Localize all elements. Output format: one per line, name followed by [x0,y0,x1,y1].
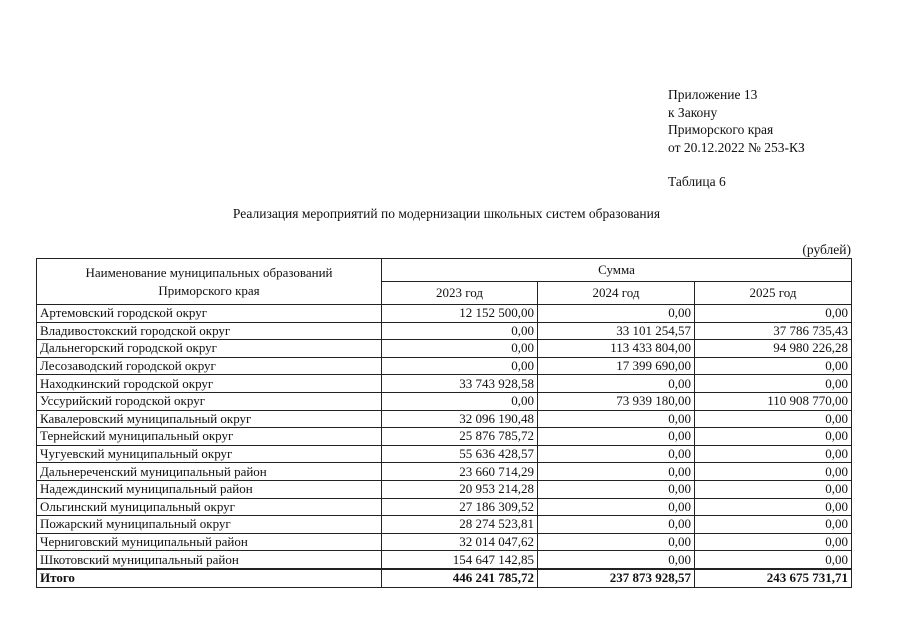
header-sum: Сумма [382,259,852,282]
municipality-name: Кавалеровский муниципальный округ [37,410,382,428]
amount-2024: 17 399 690,00 [538,357,695,375]
amount-2025: 0,00 [695,357,852,375]
municipality-name: Черниговский муниципальный район [37,533,382,551]
amount-2024: 33 101 254,57 [538,322,695,340]
amount-2025: 110 908 770,00 [695,392,852,410]
total-2024: 237 873 928,57 [538,569,695,587]
table-row [37,428,852,446]
appendix-line: от 20.12.2022 № 253-КЗ [668,139,805,155]
amount-2025: 0,00 [695,533,852,551]
amount-2023: 55 636 428,57 [382,445,538,463]
appendix-block [668,86,805,156]
amount-2023: 23 660 714,29 [382,463,538,481]
municipality-name: Шкотовский муниципальный район [37,551,382,569]
amount-2024: 0,00 [538,551,695,569]
amount-2023: 33 743 928,58 [382,375,538,393]
table-row [37,375,852,393]
amount-2024: 0,00 [538,533,695,551]
amount-2023: 28 274 523,81 [382,516,538,534]
table-row [37,551,852,569]
amount-2024: 0,00 [538,305,695,323]
amount-2024: 113 433 804,00 [538,340,695,358]
amount-2023: 0,00 [382,322,538,340]
table-row [37,322,852,340]
table-row [37,392,852,410]
amount-2025: 37 786 735,43 [695,322,852,340]
amount-2025: 0,00 [695,410,852,428]
amount-2024: 0,00 [538,516,695,534]
amount-2023: 25 876 785,72 [382,428,538,446]
table-row [37,463,852,481]
table-row [37,498,852,516]
amount-2023: 27 186 309,52 [382,498,538,516]
amount-2025: 0,00 [695,516,852,534]
municipality-name: Находкинский городской округ [37,375,382,393]
amount-2025: 0,00 [695,428,852,446]
municipality-name: Владивостокский городской округ [37,322,382,340]
amount-2023: 20 953 214,28 [382,480,538,498]
total-label: Итого [37,569,382,587]
amount-2024: 0,00 [538,498,695,516]
table-row [37,305,852,323]
table-row [37,340,852,358]
amount-2023: 12 152 500,00 [382,305,538,323]
total-2023: 446 241 785,72 [382,569,538,587]
table-label: Таблица 6 [668,174,726,189]
amount-2025: 0,00 [695,498,852,516]
table-row [37,480,852,498]
municipality-name: Уссурийский городской округ [37,392,382,410]
amount-2024: 0,00 [538,410,695,428]
header-name [37,259,382,305]
amount-2023: 0,00 [382,392,538,410]
total-row [37,569,852,587]
amount-2025: 94 980 226,28 [695,340,852,358]
header-year: 2025 год [695,282,852,305]
appendix-line: к Закону [668,104,718,120]
amount-2024: 0,00 [538,463,695,481]
table-row [37,516,852,534]
amount-2023: 0,00 [382,357,538,375]
table-row [37,445,852,463]
amount-2024: 73 939 180,00 [538,392,695,410]
header-name-line: Приморского края [158,282,260,298]
municipality-name: Лесозаводский городской округ [37,357,382,375]
amount-2023: 32 096 190,48 [382,410,538,428]
table-row [37,533,852,551]
document-title [0,206,905,222]
municipality-name: Дальнегорский городской округ [37,340,382,358]
table-row [37,410,852,428]
amount-2025: 0,00 [695,445,852,463]
amount-2025: 0,00 [695,305,852,323]
table-body [37,305,852,588]
total-2025: 243 675 731,71 [695,569,852,587]
units-label: (рублей) [802,242,851,257]
amount-2024: 0,00 [538,428,695,446]
amount-2025: 0,00 [695,551,852,569]
table-row [37,357,852,375]
amount-2025: 0,00 [695,463,852,481]
amount-2025: 0,00 [695,480,852,498]
municipality-name: Ольгинский муниципальный округ [37,498,382,516]
amount-2025: 0,00 [695,375,852,393]
municipality-name: Пожарский муниципальный округ [37,516,382,534]
document-title-text: Реализация мероприятий по модернизации школьных систем образования [232,206,661,221]
amount-2024: 0,00 [538,375,695,393]
amount-2024: 0,00 [538,480,695,498]
amount-2024: 0,00 [538,445,695,463]
amount-2023: 32 014 047,62 [382,533,538,551]
header-name-line: Наименование муниципальных образований [85,264,333,280]
municipality-name: Надеждинский муниципальный район [37,480,382,498]
municipality-name: Чугуевский муниципальный округ [37,445,382,463]
municipality-name: Артемовский городской округ [37,305,382,323]
amount-2023: 154 647 142,85 [382,551,538,569]
municipality-name: Тернейский муниципальный округ [37,428,382,446]
appendix-line: Приморского края [668,122,774,137]
header-year: 2024 год [538,282,695,305]
header-year: 2023 год [382,282,538,305]
amount-2023: 0,00 [382,340,538,358]
municipality-name: Дальнереченский муниципальный район [37,463,382,481]
data-table [36,258,852,588]
appendix-line: Приложение 13 [668,87,758,102]
